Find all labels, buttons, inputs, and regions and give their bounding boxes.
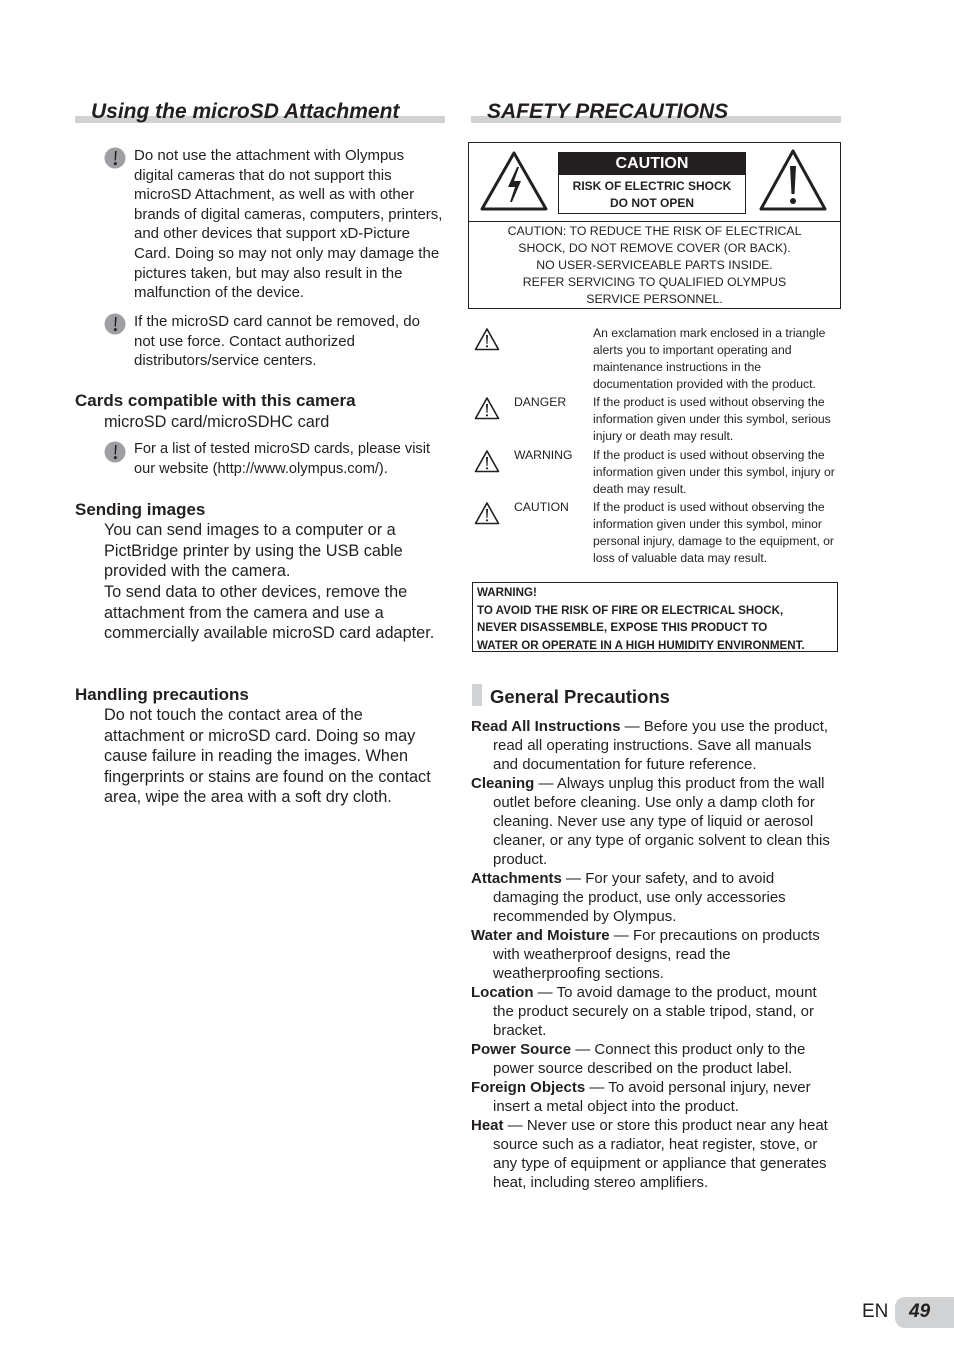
note-text: For a list of tested microSD cards, please visit our website (http://www.olympus.com/). <box>134 441 431 477</box>
warning-line: WARNING! <box>477 586 537 599</box>
warning-box <box>472 582 838 652</box>
item-term: Attachments <box>471 870 562 887</box>
item-term: Location <box>471 984 534 1001</box>
caution-note-line: REFER SERVICING TO QUALIFIED OLYMPUS <box>522 275 787 289</box>
symbol-label: DANGER <box>514 395 567 409</box>
sending-heading: Sending images <box>75 500 206 519</box>
item-text: — For your safety, and to avoid damaging the product, use only accessories recommended by Olympus. <box>493 870 786 925</box>
general-title-bar <box>472 684 482 706</box>
caution-note-line: SHOCK, DO NOT REMOVE COVER (OR BACK). <box>518 241 791 255</box>
warning-line: TO AVOID THE RISK OF FIRE OR ELECTRICAL SHOCK, <box>477 603 784 617</box>
general-precautions-list <box>471 717 839 1192</box>
symbol-desc: If the product is used without observing the information given under this symbol, minor personal injury, damage to the equipment, or loss of valuable data may result. <box>593 500 834 565</box>
list-item <box>471 774 839 869</box>
warning-triangle-icon <box>474 327 500 351</box>
item-text: — For precautions on products with weatherproof designs, read the weatherproofing sections. <box>493 927 820 982</box>
electric-shock-icon <box>479 150 549 212</box>
note-text: Do not use the attachment with Olympus digital cameras that do not support this microSD Attachment, as well as with other brands of digital cameras, computers, printers, and other devices that support xD-Picture Card. Doing so may not only may damage the pictures taken, but may also result in the malfunction of the device. <box>134 147 443 302</box>
caution-note-icon <box>104 147 126 169</box>
exclamation-triangle-icon <box>758 148 828 212</box>
sending-text-1: You can send images to a computer or a PictBridge printer by using the USB cable provided with the camera. <box>104 521 403 581</box>
item-term: Heat <box>471 1117 504 1134</box>
right-section-title: SAFETY PRECAUTIONS <box>487 100 729 123</box>
note-item <box>104 146 444 303</box>
caution-note-line: NO USER-SERVICEABLE PARTS INSIDE. <box>536 258 773 272</box>
list-item <box>471 717 839 774</box>
language-label: EN <box>862 1301 889 1322</box>
note-item <box>104 312 444 371</box>
caution-box <box>468 142 841 309</box>
caution-label-line2: DO NOT OPEN <box>609 196 694 210</box>
list-item <box>471 926 839 983</box>
caution-note-icon <box>104 441 126 463</box>
handling-heading: Handling precautions <box>75 685 249 704</box>
handling-text: Do not touch the contact area of the attachment or microSD card. Doing so may cause failure in reading the images. When fingerprints or stains are found on the contact area, wipe the area with a soft dry cloth. <box>104 706 431 807</box>
caution-note <box>469 223 840 308</box>
caution-label-title: CAUTION <box>559 153 745 175</box>
list-item <box>471 1078 839 1116</box>
item-text: — Never use or store this product near any heat source such as a radiator, heat register, stove, or any type of equipment or appliance that generates heat, including stereo amplifiers. <box>493 1117 828 1191</box>
caution-label <box>558 152 746 214</box>
left-section-title: Using the microSD Attachment <box>91 100 400 123</box>
symbol-row <box>471 394 841 446</box>
symbol-label: CAUTION <box>514 500 569 514</box>
item-text: — Always unplug this product from the wall outlet before cleaning. Use only a damp cloth for cleaning. Never use any type of liquid or aerosol cleaner, or any type of organic solvent to clean this product. <box>493 775 830 868</box>
caution-note-line: SERVICE PERSONNEL. <box>586 292 723 306</box>
note-item <box>104 440 449 479</box>
item-term: Power Source <box>471 1041 572 1058</box>
item-text: — Before you use the product, read all operating instructions. Save all manuals and documentation for future reference. <box>493 718 829 773</box>
symbol-desc: If the product is used without observing the information given under this symbol, injury or death may result. <box>593 448 835 496</box>
item-text: — Connect this product only to the power source described on the product label. <box>493 1041 806 1077</box>
symbol-row <box>471 325 841 395</box>
item-term: Water and Moisture <box>471 927 610 944</box>
cards-heading: Cards compatible with this camera <box>75 391 356 410</box>
list-item <box>471 869 839 926</box>
caution-note-line: CAUTION: TO REDUCE THE RISK OF ELECTRICAL <box>507 224 802 238</box>
symbol-row <box>471 499 841 569</box>
warning-triangle-icon <box>474 449 500 473</box>
list-item <box>471 1040 839 1078</box>
item-term: Read All Instructions <box>471 718 621 735</box>
warning-triangle-icon <box>474 396 500 420</box>
cards-text: microSD card/microSDHC card <box>104 413 330 431</box>
symbol-label: WARNING <box>514 448 573 462</box>
note-text: If the microSD card cannot be removed, do not use force. Contact authorized distributors/service centers. <box>134 313 420 370</box>
symbol-row <box>471 447 841 499</box>
item-term: Foreign Objects <box>471 1079 586 1096</box>
page-number: 49 <box>909 1301 931 1322</box>
caution-note-icon <box>104 313 126 335</box>
warning-triangle-icon <box>474 501 500 525</box>
item-term: Cleaning <box>471 775 535 792</box>
list-item <box>471 983 839 1040</box>
list-item <box>471 1116 839 1192</box>
sending-text-2: To send data to other devices, remove the attachment from the camera and use a commercially available microSD card adapter. <box>104 583 435 643</box>
symbol-desc: An exclamation mark enclosed in a triangle alerts you to important operating and maintenance instructions in the documentation provided with the product. <box>593 326 826 391</box>
general-precautions-title: General Precautions <box>490 686 670 707</box>
warning-line: WATER OR OPERATE IN A HIGH HUMIDITY ENVIRONMENT. <box>477 638 805 652</box>
item-text: — To avoid personal injury, never insert a metal object into the product. <box>493 1079 811 1115</box>
caution-divider <box>469 221 840 222</box>
warning-line: NEVER DISASSEMBLE, EXPOSE THIS PRODUCT TO <box>477 621 768 634</box>
symbol-desc: If the product is used without observing the information given under this symbol, serious injury or death may result. <box>593 395 831 443</box>
item-text: — To avoid damage to the product, mount the product securely on a stable tripod, stand, or bracket. <box>493 984 817 1039</box>
caution-label-line1: RISK OF ELECTRIC SHOCK <box>572 179 732 193</box>
